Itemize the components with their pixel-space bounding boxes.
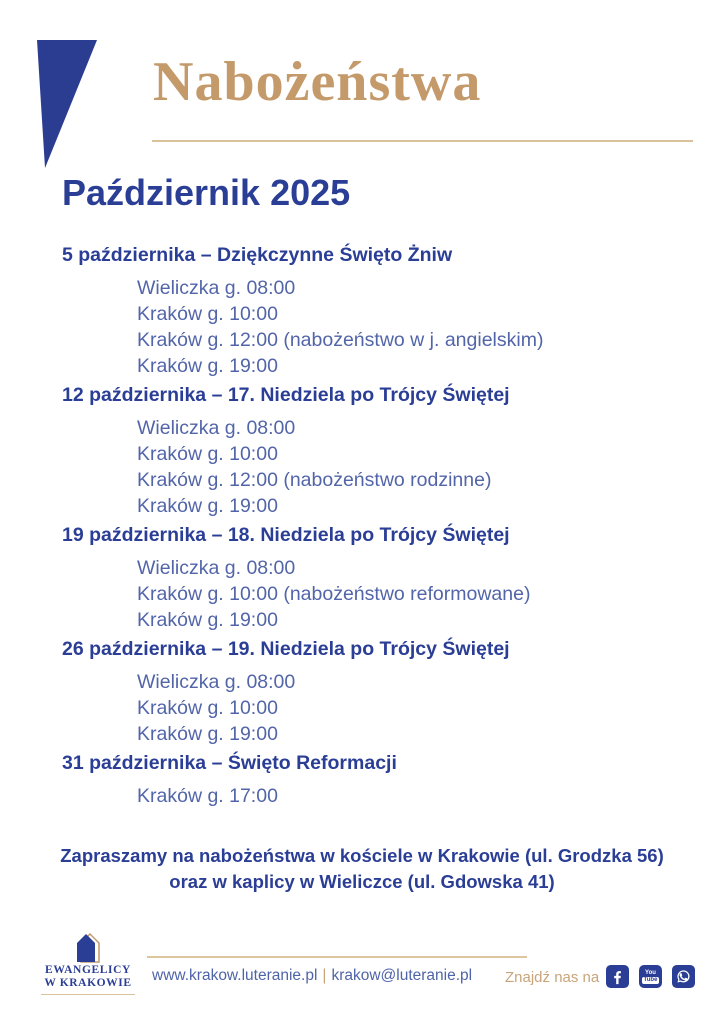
- date-heading: 5 października – Dziękczynne Święto Żniw: [62, 244, 453, 266]
- social-icons: [606, 965, 695, 988]
- service-line: Kraków g. 10:00: [137, 697, 278, 719]
- invitation-line1: Zapraszamy na nabożeństwa w kościele w Krakowie (ul. Grodzka 56): [60, 845, 664, 866]
- service-line: Wieliczka g. 08:00: [137, 417, 296, 439]
- email-link[interactable]: krakow@luteranie.pl: [331, 967, 473, 984]
- title-underline: [152, 140, 693, 142]
- poster-title: Nabożeństwa: [153, 51, 482, 113]
- footer-contact: [152, 967, 472, 985]
- schedule-day-oct31: [62, 751, 682, 809]
- find-us-label: Znajdź nas na: [505, 969, 600, 986]
- service-line: Wieliczka g. 08:00: [137, 277, 296, 299]
- logo-underline: [41, 994, 135, 995]
- service-line: Wieliczka g. 08:00: [137, 671, 296, 693]
- date-heading: 26 października – 19. Niedziela po Trójcy Świętej: [62, 638, 510, 660]
- service-line: Kraków g. 19:00: [137, 355, 278, 377]
- service-line: Kraków g. 12:00 (nabożeństwo w j. angielskim): [137, 329, 544, 351]
- youtube-icon-text-bottom: Tube: [643, 976, 658, 983]
- logo-text-line2: W KRAKOWIE: [44, 977, 132, 989]
- logo-text-line1: EWANGELICY: [45, 964, 131, 976]
- service-line: Wieliczka g. 08:00: [137, 557, 296, 579]
- date-heading: 31 października – Święto Reformacji: [62, 752, 397, 774]
- schedule-day-oct26: [62, 637, 682, 747]
- service-line: Kraków g. 19:00: [137, 609, 278, 631]
- service-line: Kraków g. 19:00: [137, 495, 278, 517]
- corner-triangle-decoration: [37, 40, 99, 170]
- facebook-icon[interactable]: [606, 965, 629, 988]
- month-heading: Październik 2025: [62, 172, 351, 213]
- church-logo: [36, 931, 140, 995]
- schedule-day-oct19: [62, 523, 682, 633]
- church-house-icon: [73, 931, 103, 964]
- schedule-day-oct5: [62, 243, 682, 379]
- youtube-icon-text-top: You: [645, 969, 656, 976]
- invitation-text: [0, 843, 724, 895]
- date-heading: 19 października – 18. Niedziela po Trójcy Świętej: [62, 524, 510, 546]
- date-heading: 12 października – 17. Niedziela po Trójcy Świętej: [62, 384, 510, 406]
- service-line: Kraków g. 10:00: [137, 303, 278, 325]
- website-link[interactable]: www.krakow.luteranie.pl: [152, 967, 318, 984]
- service-line: Kraków g. 10:00 (nabożeństwo reformowane): [137, 583, 531, 605]
- whatsapp-icon[interactable]: [672, 965, 695, 988]
- service-line: Kraków g. 19:00: [137, 723, 278, 745]
- schedule-list: [62, 243, 682, 813]
- link-separator: |: [322, 967, 327, 984]
- service-line: Kraków g. 12:00 (nabożeństwo rodzinne): [137, 469, 492, 491]
- invitation-line2: oraz w kaplicy w Wieliczce (ul. Gdowska 41): [169, 871, 555, 892]
- service-line: Kraków g. 17:00: [137, 785, 278, 807]
- service-line: Kraków g. 10:00: [137, 443, 278, 465]
- footer-divider-line: [147, 956, 527, 958]
- youtube-icon[interactable]: [639, 965, 662, 988]
- schedule-day-oct12: [62, 383, 682, 519]
